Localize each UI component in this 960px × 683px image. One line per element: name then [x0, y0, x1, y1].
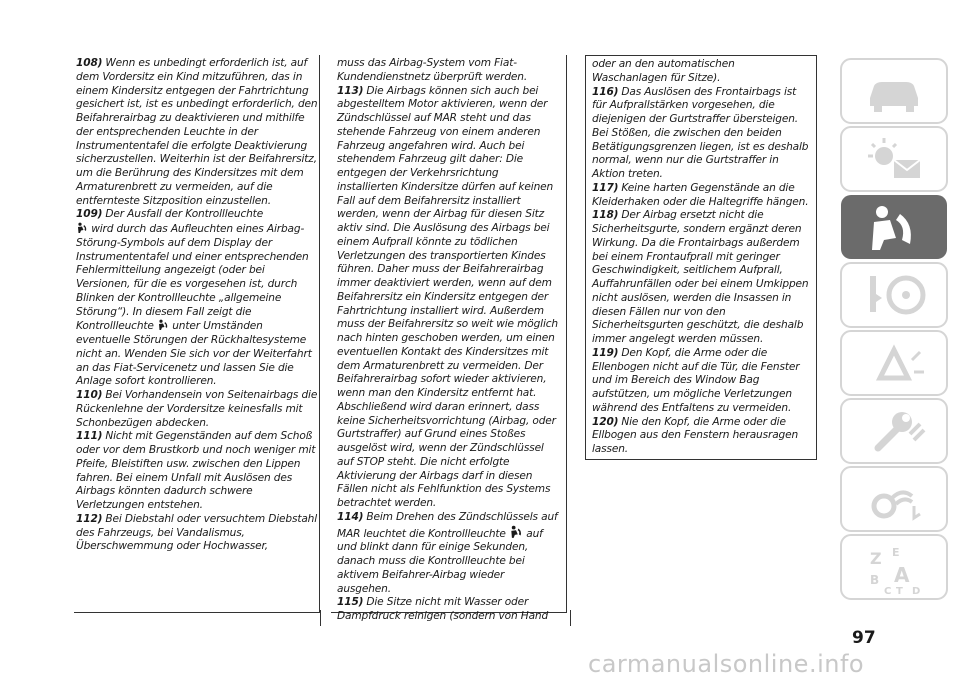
column-1: [76, 57, 318, 554]
warning-116: 116) Das Auslösen des Frontairbags ist für Aufprallstärken vorgesehen, die diejenigen der Gurtstraffer übersteigen. Bei Stößen, die zwischen den beiden Betätigungsgrenzen liegen, ist es deshalb normal, wenn nur die Gurtstraffer in Aktion treten.: [592, 85, 809, 180]
airbag-warning-icon: [76, 222, 88, 234]
warning-111: 111) Nicht mit Gegenständen auf dem Schoß oder vor dem Brustkorb und noch weniger mit Pfeife, Bleistiften usw. zwischen den Lippen fahren. Bei einem Unfall mit Auslösen des Airbags könnten dadurch schwere Verletzungen entstehen.: [76, 430, 316, 511]
warning-109: 109) Der Ausfall der Kontrollleuchte wird durch das Aufleuchten eines Airbag-Störung-Symbols auf dem Display der Instrumententafel und einer entsprechenden Fehlermitteilung angezeigt (oder bei Versionen, für die es vorgesehen ist, durch Blinken der Kontrollleuchte „allgemeine Störung“). In diesem Fall zeigt die Kontrollleuchte unter Umständen eventuelle Störungen der Rückhaltesysteme nicht an. Wenden Sie sich vor der Weiterfahrt an das Fiat-Servicenetz und lassen Sie die Anlage sofort kontrollieren.: [76, 208, 312, 388]
car-tab-icon: [840, 58, 948, 124]
column-2: [331, 55, 567, 622]
warning-119: 119) Den Kopf, die Arme oder die Ellenbogen nicht auf die Tür, die Fenster und im Bereich des Window Bag aufstützen, um mögliche Verletzungen während des Entfaltens zu vermeiden.: [592, 346, 800, 414]
lights-mail-tab-icon: [840, 126, 948, 192]
service-tab-icon: [840, 466, 948, 532]
tab-starting[interactable]: [840, 262, 948, 328]
tab-car[interactable]: [840, 58, 948, 124]
tab-safety-active[interactable]: [840, 194, 948, 260]
warning-114: 114) Beim Drehen des Zündschlüssels auf MAR leuchtet die Kontrollleuchte auf und blinkt dann für einige Sekunden, danach muss die Kontrollleuchte bei aktivem Beifahrer-Airbag wieder ausgehen.: [337, 510, 558, 595]
svg-text:E: E: [892, 546, 900, 559]
svg-text:T: T: [896, 586, 903, 597]
steering-tab-icon: [840, 262, 948, 328]
column-3: [585, 55, 817, 460]
column-divider: [320, 610, 321, 626]
warning-108: 108) Wenn es unbedingt erforderlich ist, auf dem Vordersitz ein Kind mitzuführen, das in einem Kindersitz entgegen der Fahrtrichtung gesichert ist, ist es unbedingt erforderlich, den Beifahrerairbag zu deaktivieren und mithilfe der entsprechenden Leuchte in der Instrumententafel die erfolgte Deaktivierung sicherzustellen. Weiterhin ist der Beifahrersitz, um die Berührung des Kindersitzes mit dem Armaturenbrett zu vermeiden, auf die entfernteste Sitzposition einzustellen.: [76, 57, 318, 207]
tab-lights[interactable]: [840, 126, 948, 192]
airbag-warning-icon: [509, 525, 523, 539]
wrench-tab-icon: [840, 398, 948, 464]
warning-112: 112) Bei Diebstahl oder versuchtem Diebstahl des Fahrzeugs, bei Vandalismus, Überschwemmung oder Hochwasser,: [76, 512, 318, 553]
svg-text:C: C: [884, 586, 892, 597]
svg-text:D: D: [912, 586, 921, 597]
warning-117: 117) Keine harten Gegenstände an die Kleiderhaken oder die Haltegriffe hängen.: [592, 181, 809, 208]
tab-maintenance[interactable]: [840, 398, 948, 464]
svg-text:A: A: [894, 563, 910, 587]
watermark: carmanualsonline.info: [588, 650, 865, 678]
seat-airbag-tab-icon: [840, 194, 948, 260]
page-number: 97: [852, 628, 876, 648]
tab-emergency[interactable]: [840, 330, 948, 396]
tab-index[interactable]: [840, 534, 948, 600]
warning-118: 118) Der Airbag ersetzt nicht die Sicherheitsgurte, sondern ergänzt deren Wirkung. Da die Frontairbags außerdem bei einem Frontaufprall mit geringer Geschwindigkeit, seitlichem Aufprall, Auffahrunfällen oder bei einem Umkippen nicht auslösen, werden die Insassen in diesen Fällen nur von den Sicherheitsgurten geschützt, die deshalb immer angelegt werden müssen.: [592, 209, 809, 345]
warning-120: 120) Nie den Kopf, die Arme oder die Ellbogen aus den Fenstern herausragen lassen.: [592, 415, 799, 455]
svg-text:B: B: [870, 573, 880, 587]
warning-115: 115) Die Sitze nicht mit Wasser oder Dampfdruck reinigen (sondern von Hand: [337, 596, 549, 622]
warning-112-cont: muss das Airbag-System vom Fiat-Kundendienstnetz überprüft werden.: [337, 57, 528, 83]
svg-text:Z: Z: [870, 549, 882, 568]
warning-110: 110) Bei Vorhandensein von Seitenairbags die Rückenlehne der Vordersitze keinesfalls mit Schonbezügen abdecken.: [76, 389, 318, 429]
warning-113: 113) Die Airbags können sich auch bei abgestelltem Motor aktivieren, wenn der Zündschlüssel auf MAR steht und das stehende Fahrzeug von einem anderen Fahrzeug angefahren wird. Auch bei stehendem Fahrzeug gilt daher: Die entgegen der Verkehrsrichtung installierten Kindersitze dürfen auf keinen Fall auf dem Beifahrersitz installiert werden, wenn der Airbag für diesen Sitz aktiv sind. Die Auslösung des Airbags bei einem Aufprall könnte zu tödlichen Verletzungen des transportierten Kindes führen. Daher muss der Beifahrerairbag immer deaktiviert werden, wenn auf dem Beifahrersitz ein Kindersitz entgegen der Fahrtrichtung installiert wird. Außerdem muss der Beifahrersitz so weit wie möglich nach hinten geschoben werden, um einen eventuellen Kontakt des Kindersitzes mit dem Armaturenbrett zu vermeiden. Der Beifahrerairbag sofort wieder aktivieren, wenn man den Kindersitz entfernt hat. Abschließend wird daran erinnert, dass keine Sicherheitsvorrichtung (Airbag, oder Gurtstraffer) auf Grund eines Stoßes ausgelöst wird, wenn der Zündschlüssel auf STOP steht. Die nicht erfolgte Aktivierung der Airbags darf in diesen Fällen nicht als Fehlfunktion des Systems betrachtet werden.: [337, 84, 559, 509]
index-tab-icon: [840, 534, 948, 600]
warning-115-cont: oder an den automatischen Waschanlagen für Sitze).: [592, 58, 735, 84]
tab-multimedia[interactable]: [840, 466, 948, 532]
hazard-tab-icon: [840, 330, 948, 396]
airbag-warning-icon: [157, 319, 169, 331]
column-divider: [570, 610, 571, 626]
